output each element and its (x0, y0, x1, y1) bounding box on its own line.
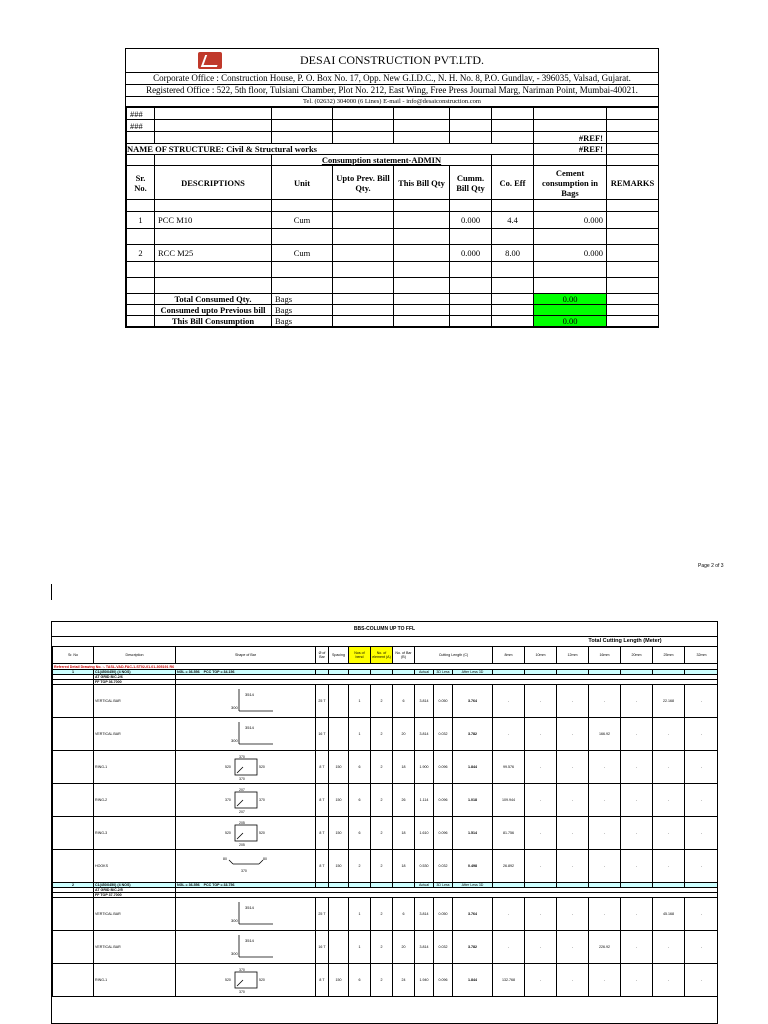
description-cell: PCC M10 (155, 212, 272, 229)
bar-spacing: 150 (329, 784, 349, 817)
total-cutting-length-label: Total Cutting Length (Meter) (588, 638, 662, 644)
shape-dimension: 300 (230, 951, 238, 956)
bar-bends: 1 (349, 718, 371, 751)
length-mm12: - (557, 898, 589, 931)
bar-elements: 2 (371, 685, 393, 718)
length-mm16: 226.92 (589, 931, 621, 964)
bar-diameter: 8 T (316, 817, 329, 850)
group-pcc: PCC TOP = 33.756 (203, 883, 235, 887)
bar-shape (176, 964, 316, 997)
bar-bends: 6 (349, 964, 371, 997)
length-mm16: - (589, 850, 621, 883)
header-cell: Sr. No (53, 647, 94, 664)
length-mm25: - (653, 817, 685, 850)
bar-description: RING-1 (94, 964, 176, 997)
length-mm20: - (621, 898, 653, 931)
bbs-row (53, 751, 719, 784)
corporate-office: Corporate Office : Construction House, P. O. Box No. 17, Opp. New G.I.D.C., N. H. No. 8, P.O. Gundlav, - 396035, Valsad, Gujarat. (126, 73, 658, 85)
shape-dimension: 300 (230, 738, 238, 743)
bar-elements: 2 (371, 931, 393, 964)
length-mm10: - (525, 751, 557, 784)
length-mm8: 26.892 (493, 850, 525, 883)
header-cell: 20mm (621, 647, 653, 664)
length-mm10: - (525, 850, 557, 883)
eff-cell: 8.00 (492, 245, 534, 262)
shape-dimension: 370 (238, 968, 245, 972)
cut-less: 0.096 (434, 817, 453, 850)
shape-dimension: 80 (222, 857, 227, 861)
group-title: C1(450X450) (4 NOS) (94, 883, 176, 888)
length-mm20: - (621, 850, 653, 883)
bar-spacing (329, 685, 349, 718)
header-cell: Ø of Bar (316, 647, 329, 664)
cutting-length: 3.764 (453, 685, 493, 718)
header-cell: Sr. No. (127, 166, 155, 200)
header-cell: Shape of Bar (176, 647, 316, 664)
group-ff: FF TOP 36.7000 (94, 680, 176, 685)
header-cell: Upto Prev. Bill Qty. (333, 166, 394, 200)
ring-shape-icon (211, 786, 281, 814)
shape-dimension: 520 (224, 978, 231, 982)
sub-header: After Less 3D (453, 670, 493, 675)
ring-shape-icon (211, 819, 281, 847)
length-mm20: - (621, 751, 653, 784)
ref-cell: #REF! (534, 132, 607, 144)
page-number: Page 2 of 3 (698, 563, 724, 569)
bar-elements: 2 (371, 964, 393, 997)
bar-count: 18 (393, 817, 415, 850)
hash-cell: ### (127, 108, 155, 120)
length-mm12: - (557, 964, 589, 997)
bar-shape (176, 784, 316, 817)
shape-dimension: 520 (258, 831, 265, 835)
length-mm32: - (685, 850, 718, 883)
cut-actual: 1.114 (415, 784, 434, 817)
group-title: C1(450X450) (4 NOS) (94, 670, 176, 675)
l-bar-shape-icon (211, 900, 281, 928)
cumm-cell: 0.000 (450, 245, 492, 262)
bar-diameter: 25 T (316, 685, 329, 718)
header-cell: Spacing (329, 647, 349, 664)
bar-spacing (329, 898, 349, 931)
cutting-length: 1.844 (453, 751, 493, 784)
length-mm8: - (493, 718, 525, 751)
ring-shape-icon (211, 966, 281, 994)
cumm-cell: 0.000 (450, 212, 492, 229)
table-header-row (127, 166, 659, 200)
cut-actual: 1.610 (415, 817, 434, 850)
bar-elements: 2 (371, 898, 393, 931)
bbs-row (53, 685, 719, 718)
length-mm32: - (685, 817, 718, 850)
bar-elements: 2 (371, 817, 393, 850)
length-mm12: - (557, 718, 589, 751)
bbs-row (53, 931, 719, 964)
bar-description: VERTICAL BAR (94, 718, 176, 751)
shape-dimension: 370 (238, 755, 245, 759)
bbs-row (53, 898, 719, 931)
header-cell: DESCRIPTIONS (155, 166, 272, 200)
length-mm10: - (525, 784, 557, 817)
shape-dimension: 3514 (244, 725, 254, 730)
sr-cell: 2 (127, 245, 155, 262)
length-mm32: - (685, 964, 718, 997)
bar-spacing: 150 (329, 850, 349, 883)
length-mm12: - (557, 817, 589, 850)
length-mm10: - (525, 898, 557, 931)
bbs-sheet (51, 621, 718, 1024)
total-unit: Bags (272, 294, 333, 305)
sr-cell: 1 (127, 212, 155, 229)
shape-dimension: 207 (238, 810, 245, 814)
shape-dimension: 370 (238, 990, 245, 994)
bar-count: 18 (393, 751, 415, 784)
sub-header: 3D Less (434, 883, 453, 888)
hash-cell: ### (127, 120, 155, 132)
bar-count: 18 (393, 850, 415, 883)
cut-less: 0.050 (434, 685, 453, 718)
consumption-sheet (125, 48, 659, 328)
shape-dimension: 300 (230, 918, 238, 923)
shape-dimension: 370 (258, 798, 265, 802)
bar-elements: 2 (371, 718, 393, 751)
total-value: 0.00 (534, 294, 607, 305)
bbs-row (53, 784, 719, 817)
group-pcc: PCC TOP = 34.156 (203, 670, 235, 674)
header-cell: 32mm (685, 647, 718, 664)
cut-less: 0.096 (434, 751, 453, 784)
bbs-row (53, 718, 719, 751)
l-bar-shape-icon (211, 933, 281, 961)
length-mm8: 99.576 (493, 751, 525, 784)
length-mm32: - (685, 718, 718, 751)
group-grid: AT GRID B/C.2/6 (94, 675, 176, 680)
length-mm12: - (557, 850, 589, 883)
bar-diameter: 8 T (316, 784, 329, 817)
length-mm10: - (525, 817, 557, 850)
bar-diameter: 16 T (316, 718, 329, 751)
header-cell: Description (94, 647, 176, 664)
bar-shape (176, 898, 316, 931)
bbs-row (53, 817, 719, 850)
bar-shape (176, 850, 316, 883)
bar-shape (176, 718, 316, 751)
length-mm32: - (685, 784, 718, 817)
cut-actual: 1.900 (415, 751, 434, 784)
cut-actual: 3.814 (415, 685, 434, 718)
bar-elements: 2 (371, 751, 393, 784)
header-cell: Cutting Length (C) (415, 647, 493, 664)
length-mm20: - (621, 817, 653, 850)
length-mm20: - (621, 931, 653, 964)
length-mm32: - (685, 898, 718, 931)
cutting-length: 1.844 (453, 964, 493, 997)
cutting-length: 1.514 (453, 817, 493, 850)
cement-cell: 0.000 (534, 245, 607, 262)
length-mm25: - (653, 931, 685, 964)
contact-line: Tel. (02632) 304000 (6 Lines) E-mail - info@desaiconstruction.com (126, 97, 658, 107)
cut-less: 0.032 (434, 850, 453, 883)
drawing-reference: Referred Detail Drawing No. :- TASL-VAD-FAC-1-ST02-01-01-305191 R6 (53, 664, 719, 670)
total-value (534, 305, 607, 316)
bar-diameter: 8 T (316, 751, 329, 784)
description-cell: RCC M25 (155, 245, 272, 262)
bar-shape (176, 817, 316, 850)
shape-dimension: 370 (224, 798, 231, 802)
company-name: DESAI CONSTRUCTION PVT.LTD. (299, 53, 484, 67)
bar-diameter: 16 T (316, 931, 329, 964)
shape-dimension: 80 (262, 857, 267, 861)
table-row (127, 245, 659, 262)
bar-spacing: 150 (329, 751, 349, 784)
cutting-length: 3.782 (453, 718, 493, 751)
length-mm25: - (653, 751, 685, 784)
length-mm8: - (493, 685, 525, 718)
hook-shape-icon (211, 852, 281, 880)
length-mm25: 45.168 (653, 898, 685, 931)
bar-shape (176, 685, 316, 718)
length-mm25: - (653, 784, 685, 817)
total-unit: Bags (272, 305, 333, 316)
l-bar-shape-icon (211, 720, 281, 748)
header-cell: 12mm (557, 647, 589, 664)
cutting-length: 0.498 (453, 850, 493, 883)
unit-cell: Cum (272, 212, 333, 229)
sub-header: After Less 3D (453, 883, 493, 888)
length-mm32: - (685, 751, 718, 784)
cut-less: 0.032 (434, 931, 453, 964)
ring-shape-icon (211, 753, 281, 781)
cut-less: 0.050 (434, 898, 453, 931)
length-mm16: - (589, 784, 621, 817)
bar-spacing: 150 (329, 817, 349, 850)
bar-count: 20 (393, 718, 415, 751)
length-mm16: - (589, 751, 621, 784)
header-cell: No. of element (A) (371, 647, 393, 664)
totals-row (127, 305, 659, 316)
length-mm10: - (525, 685, 557, 718)
total-label: Total Consumed Qty. (155, 294, 272, 305)
bar-diameter: 8 T (316, 964, 329, 997)
cut-less: 0.096 (434, 784, 453, 817)
length-mm20: - (621, 685, 653, 718)
cutting-length: 3.764 (453, 898, 493, 931)
sub-header: Actual (415, 883, 434, 888)
bar-description: HOOKS (94, 850, 176, 883)
header-cell: 10mm (525, 647, 557, 664)
length-mm12: - (557, 685, 589, 718)
total-unit: Bags (272, 316, 333, 327)
bar-spacing (329, 718, 349, 751)
bar-elements: 2 (371, 784, 393, 817)
length-mm32: - (685, 685, 718, 718)
cement-cell: 0.000 (534, 212, 607, 229)
header-cell: 16mm (589, 647, 621, 664)
header-cell: This Bill Qty (394, 166, 450, 200)
cut-actual: 1.940 (415, 964, 434, 997)
bar-description: RING-1 (94, 751, 176, 784)
shape-dimension: 520 (258, 978, 265, 982)
group-sr: 1 (53, 670, 94, 675)
header-cell: 8mm (493, 647, 525, 664)
header-cell: Co. Eff (492, 166, 534, 200)
shape-dimension: 3514 (244, 938, 254, 943)
bbs-title: BBS-COLUMN UP TO FFL (52, 622, 717, 637)
shape-dimension: 370 (240, 869, 247, 873)
bar-description: VERTICAL BAR (94, 898, 176, 931)
cut-actual: 3.814 (415, 931, 434, 964)
totals-row (127, 316, 659, 327)
length-mm12: - (557, 931, 589, 964)
sub-header: Actual (415, 670, 434, 675)
consumption-table (126, 107, 659, 327)
shape-dimension: 520 (224, 831, 231, 835)
shape-dimension: 370 (238, 777, 245, 781)
length-mm12: - (557, 784, 589, 817)
bbs-header-row (53, 647, 719, 664)
l-bar-shape-icon (211, 687, 281, 715)
bbs-table (52, 646, 718, 997)
length-mm16: - (589, 817, 621, 850)
unit-cell: Cum (272, 245, 333, 262)
header-cell: Cement consumption in Bags (534, 166, 607, 200)
length-mm25: - (653, 718, 685, 751)
length-mm16: - (589, 964, 621, 997)
bbs-row (53, 964, 719, 997)
statement-title: Consumption statement-ADMIN (272, 155, 492, 166)
cut-actual: 3.814 (415, 898, 434, 931)
bar-count: 24 (393, 964, 415, 997)
bar-count: 6 (393, 685, 415, 718)
header-cell: Unit (272, 166, 333, 200)
bar-description: RING-2 (94, 784, 176, 817)
bar-bends: 1 (349, 898, 371, 931)
shape-dimension: 300 (230, 705, 238, 710)
bar-shape (176, 931, 316, 964)
bar-elements: 2 (371, 850, 393, 883)
length-mm8: 132.768 (493, 964, 525, 997)
cutting-length: 3.782 (453, 931, 493, 964)
shape-dimension: 3514 (244, 905, 254, 910)
length-mm25: - (653, 850, 685, 883)
length-mm20: - (621, 784, 653, 817)
bar-diameter: 25 T (316, 898, 329, 931)
bar-spacing: 150 (329, 964, 349, 997)
bar-description: VERTICAL BAR (94, 931, 176, 964)
bar-description: VERTICAL BAR (94, 685, 176, 718)
length-mm8: 109.944 (493, 784, 525, 817)
table-row (127, 212, 659, 229)
shape-dimension: 520 (258, 765, 265, 769)
cutting-length: 1.018 (453, 784, 493, 817)
bar-bends: 6 (349, 817, 371, 850)
group-ff: FF TOP 37.7000 (94, 893, 176, 898)
text-cursor (51, 584, 52, 600)
length-mm20: - (621, 964, 653, 997)
length-mm25: - (653, 964, 685, 997)
group-sr: 2 (53, 883, 94, 888)
bar-count: 6 (393, 898, 415, 931)
length-mm32: - (685, 931, 718, 964)
bar-diameter: 8 T (316, 850, 329, 883)
bar-shape (176, 751, 316, 784)
header-cell: No. of Bar (B) (393, 647, 415, 664)
length-mm10: - (525, 931, 557, 964)
eff-cell: 4.4 (492, 212, 534, 229)
cut-actual: 0.530 (415, 850, 434, 883)
length-mm16: 166.92 (589, 718, 621, 751)
cut-less: 0.032 (434, 718, 453, 751)
bar-count: 26 (393, 784, 415, 817)
bar-bends: 1 (349, 931, 371, 964)
length-mm16: - (589, 685, 621, 718)
shape-dimension: 205 (238, 821, 245, 825)
group-level: NGL = 36.556 (177, 883, 200, 887)
bar-description: RING-3 (94, 817, 176, 850)
bar-bends: 2 (349, 850, 371, 883)
length-mm10: - (525, 718, 557, 751)
header-cell: Cumm. Bill Qty (450, 166, 492, 200)
group-level: NGL = 36.556 (177, 670, 200, 674)
length-mm8: - (493, 898, 525, 931)
totals-row (127, 294, 659, 305)
bar-spacing (329, 931, 349, 964)
bar-bends: 6 (349, 751, 371, 784)
cut-actual: 3.814 (415, 718, 434, 751)
length-mm16: - (589, 898, 621, 931)
shape-dimension: 205 (238, 843, 245, 847)
total-value: 0.00 (534, 316, 607, 327)
length-mm8: 81.756 (493, 817, 525, 850)
ref-cell: #REF! (534, 144, 607, 155)
length-mm12: - (557, 751, 589, 784)
length-mm10: - (525, 964, 557, 997)
company-header (126, 49, 658, 73)
bar-bends: 6 (349, 784, 371, 817)
bbs-row (53, 850, 719, 883)
cut-less: 0.096 (434, 964, 453, 997)
total-label: This Bill Consumption (155, 316, 272, 327)
length-mm25: 22.168 (653, 685, 685, 718)
company-logo-icon (198, 52, 222, 69)
length-mm20: - (621, 718, 653, 751)
total-label: Consumed upto Previous bill (155, 305, 272, 316)
header-cell: REMARKS (607, 166, 659, 200)
shape-dimension: 3514 (244, 692, 254, 697)
bar-count: 20 (393, 931, 415, 964)
header-cell: Nos of bend (349, 647, 371, 664)
structure-name: NAME OF STRUCTURE: Civil & Structural works (127, 144, 534, 155)
length-mm8: - (493, 931, 525, 964)
sub-header: 3D Less (434, 670, 453, 675)
shape-dimension: 207 (238, 788, 245, 792)
bar-bends: 1 (349, 685, 371, 718)
group-grid: AT GRID B/C.2/5 (94, 888, 176, 893)
shape-dimension: 520 (224, 765, 231, 769)
header-cell: 25mm (653, 647, 685, 664)
registered-office: Registered Office : 522, 5th floor, Tulsiani Chamber, Plot No. 212, East Wing, Free Press Journal Marg, Nariman Point, Mumbai-40021. (126, 85, 658, 97)
